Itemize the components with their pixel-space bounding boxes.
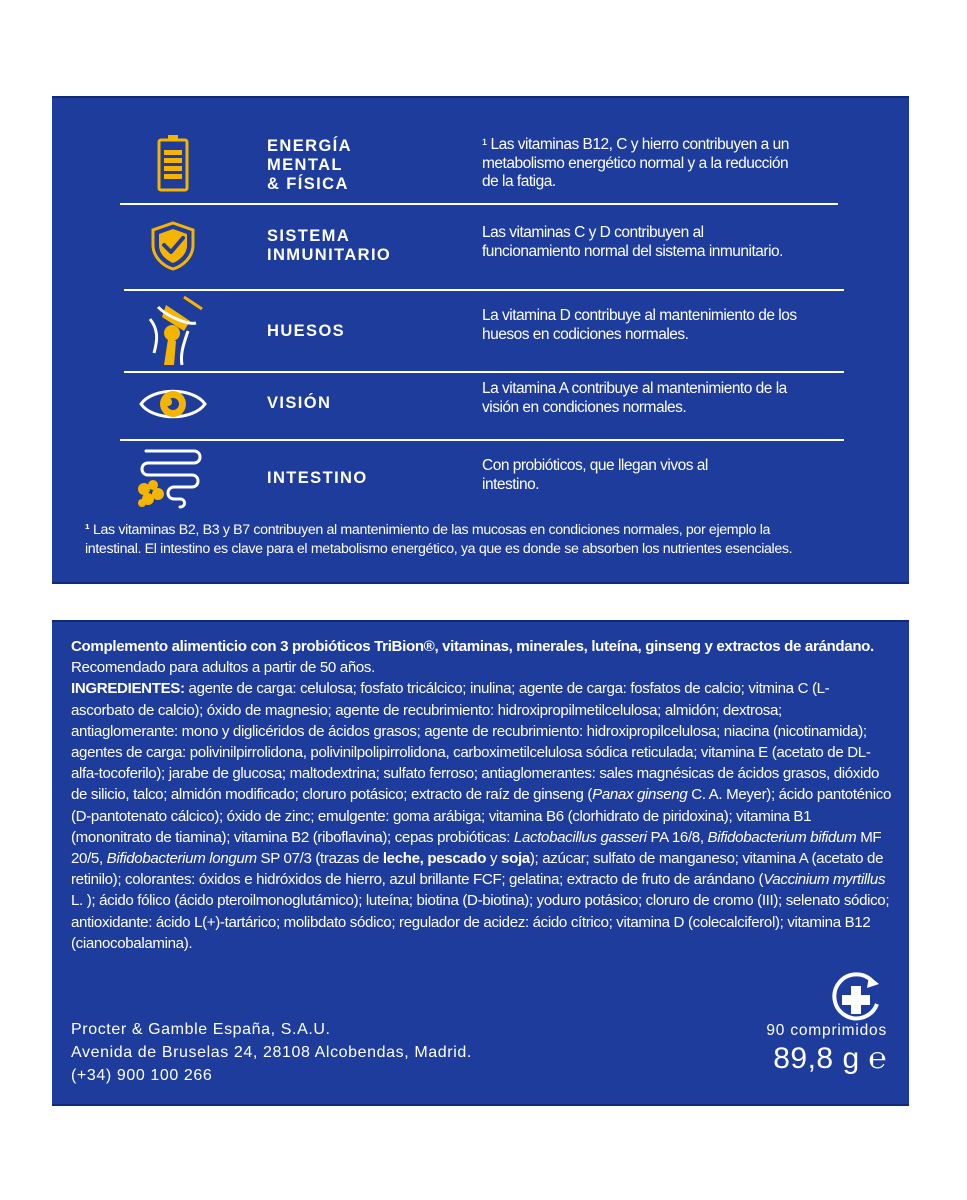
footnote-line: intestinal. El intestino es clave para el metabolismo energético, ya que es donde se absorben los nutrientes esenciales. <box>85 541 793 557</box>
benefit-desc-line: funcionamiento normal del sistema inmunitario. <box>482 242 783 260</box>
benefit-title-immune <box>267 227 391 265</box>
benefit-desc-line: Con probióticos, que llegan vivos al <box>482 457 708 474</box>
benefit-row-vision <box>52 373 909 439</box>
benefit-desc-line: de la fatiga. <box>482 173 556 190</box>
benefit-desc-line: La vitamina A contribuye al mantenimiento de la <box>482 380 787 397</box>
benefit-title-vision: VISIÓN <box>267 394 332 412</box>
ingredients-part: L. ); ácido fólico (ácido pteroilmonoglutámico); luteína; biotina (D-biotina); yoduro potásico; cloruro de cromo (III); selenato sódico; antioxidante: ácido L(+)-tartárico; molibdato sódico; regulador de acidez: ácido cítrico; vitamina D (colecalciferol); vitamina B12 (cianocobalamina). <box>71 892 890 952</box>
benefit-desc-bones <box>482 307 842 344</box>
benefit-title-line: & FÍSICA <box>267 175 349 193</box>
benefit-title-energy <box>267 137 352 194</box>
benefit-title-line: ENERGÍA <box>267 137 352 155</box>
latin-name: Bifidobacterium longum <box>106 850 257 868</box>
ingredients-part: y <box>486 850 502 868</box>
ingredients-part: agente de carga: celulosa; fosfato tricálcico; inulina; agente de carga: fosfatos de calcio; vitmina C (L-ascorbato de calcio); óxido de magnesio; agente de recubrimiento: hidroxipropilmetilcelulosa; almidón; dextrosa; antiaglomerante: mono y diglicéridos de ácidos grasos; agente de recubrimiento: hidroxipropilcelulosa; niacina (nicotinamida); agentes de carga: polivinilpirrolidona, polivinilpolipirrolidona, carboximetilcelulosa sódica reticulada; vitamina E (acetato de DL-alfa-tocoferilo); jarabe de glucosa; maltodextrina; sulfato ferroso; antiaglomerantes: sales magnésicas de ácidos grasos, dióxido de silicio, talco; almidón modificado; cloruro potásico; extracto de raíz de ginseng ( <box>71 680 880 804</box>
benefit-desc-line: metabolismo energético normal y a la reducción <box>482 154 789 172</box>
intro-bold: Complemento alimenticio con 3 probióticos TriBion®, vitaminas, minerales, luteína, ginseng y extractos de arándano. <box>71 638 874 655</box>
benefit-title-intestine: INTESTINO <box>267 469 368 487</box>
allergen: leche, pescado <box>382 850 487 868</box>
benefit-row-energy <box>52 98 909 203</box>
ingredients-part: MF 20/5, <box>71 828 882 868</box>
latin-name: Panax ginseng <box>592 786 688 804</box>
eye-icon <box>138 383 208 425</box>
net-weight-value: 89,8 g <box>773 1042 860 1075</box>
benefit-title-bones: HUESOS <box>267 322 346 340</box>
battery-icon <box>157 134 189 192</box>
benefit-row-intestine <box>52 441 909 521</box>
label-panel <box>52 620 909 1106</box>
footnote-marker: ¹ <box>85 522 90 538</box>
ingredients-part: SP 07/3 (trazas de <box>256 850 383 868</box>
tablet-count: 90 comprimidos <box>766 1022 887 1039</box>
latin-name: Lactobacillus gasseri <box>513 828 647 846</box>
intro-regular: Recomendado para adultos a partir de 50 años. <box>71 659 375 677</box>
intestine-icon <box>134 445 206 511</box>
benefit-row-immune <box>52 205 909 290</box>
benefits-footnote <box>85 521 885 559</box>
company-address: Avenida de Bruselas 24, 28108 Alcobendas, Madrid. <box>71 1044 472 1061</box>
company-info <box>71 1018 472 1087</box>
pharmacy-cross-icon <box>825 972 887 1026</box>
benefit-desc-line: huesos en codiciones normales. <box>482 325 689 343</box>
benefit-desc-immune <box>482 224 842 261</box>
ingredients-heading: INGREDIENTES: <box>71 680 185 698</box>
ingredients-part: PA 16/8, <box>646 828 708 846</box>
shield-check-icon <box>150 221 196 271</box>
benefit-desc-line: La vitamina D contribuye al mantenimiento de los <box>482 307 797 324</box>
latin-name: Bifidobacterium bifidum <box>707 828 857 846</box>
benefit-desc-line: Las vitaminas C y D contribuyen al <box>482 224 704 241</box>
benefit-title-line: INMUNITARIO <box>267 246 392 264</box>
footnote-line <box>85 521 885 540</box>
ingredients-part: ); azúcar; sulfato de manganeso; vitamina A (acetato de retinilo); colorantes: óxidos e hidróxidos de hierro, azul brillante FCF; gelatina; extracto de fruto de arándano ( <box>71 850 884 889</box>
benefit-desc-vision <box>482 380 842 417</box>
benefits-panel <box>52 96 909 584</box>
ingredients-part: C. A. Meyer); ácido pantoténico (D-pantotenato cálcico); óxido de zinc; emulgente: goma arábiga; vitamina B6 (clorhidrato de piridoxina); vitamina B1 (mononitrato de tiamina); vitamina B2 (riboflavina); cepas probióticas: <box>71 786 892 846</box>
benefit-row-bones <box>52 291 909 371</box>
benefit-desc-energy <box>482 136 842 192</box>
benefit-title-line: SISTEMA <box>267 227 351 245</box>
footnote-text: Las vitaminas B2, B3 y B7 contribuyen al mantenimiento de las mucosas en condiciones normales, por ejemplo la <box>89 522 771 538</box>
ingredients-text <box>71 636 891 954</box>
benefit-desc-intestine <box>482 457 842 494</box>
company-name: Procter & Gamble España, S.A.U. <box>71 1021 331 1038</box>
latin-name: Vaccinium myrtillus <box>763 871 886 889</box>
benefit-desc-line: visión en condiciones normales. <box>482 398 687 416</box>
knee-joint-icon <box>144 295 206 367</box>
allergen: soja <box>501 850 530 868</box>
benefit-desc-line: intestino. <box>482 475 540 493</box>
estimated-sign: ℮ <box>868 1042 887 1075</box>
benefit-desc-line: ¹ Las vitaminas B12, C y hierro contribuyen a un <box>482 136 789 153</box>
company-phone: (+34) 900 100 266 <box>71 1067 213 1084</box>
net-weight <box>773 1042 887 1076</box>
benefit-title-line: MENTAL <box>267 156 343 174</box>
